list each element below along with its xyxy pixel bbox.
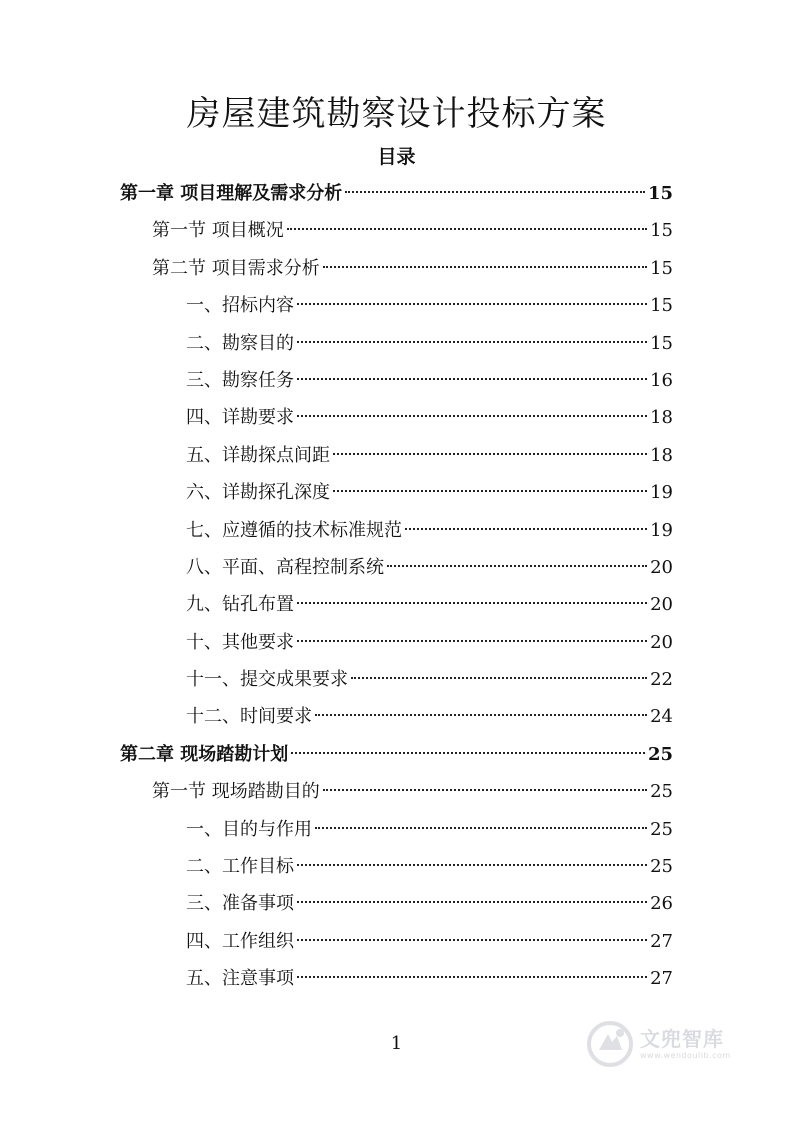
toc-entry-page: 19 xyxy=(650,482,673,504)
watermark xyxy=(586,1016,756,1072)
table-of-contents xyxy=(0,178,793,1001)
toc-entry-label: 二、勘察目的 xyxy=(186,332,294,354)
toc-dot-leader xyxy=(297,415,647,417)
toc-entry-label: 十一、提交成果要求 xyxy=(186,669,348,691)
toc-entry-page: 16 xyxy=(650,369,673,391)
toc-entry-label: 四、工作组织 xyxy=(186,930,294,952)
toc-entry-label: 第二章 现场踏勘计划 xyxy=(120,743,289,765)
toc-entry-label: 第一节 现场踏勘目的 xyxy=(152,781,320,803)
toc-entry[interactable] xyxy=(0,552,793,589)
wendou-logo-icon xyxy=(586,1020,634,1068)
toc-entry-page: 20 xyxy=(650,556,673,578)
toc-dot-leader xyxy=(297,864,647,866)
toc-entry[interactable] xyxy=(0,851,793,888)
toc-heading: 目录 xyxy=(377,146,416,168)
toc-dot-leader xyxy=(333,490,647,492)
toc-entry-page: 15 xyxy=(650,257,673,279)
toc-entry-page: 15 xyxy=(650,295,673,317)
toc-entry-label: 第二节 项目需求分析 xyxy=(152,257,320,279)
toc-entry[interactable] xyxy=(0,477,793,514)
toc-entry-page: 24 xyxy=(650,706,673,728)
toc-entry[interactable] xyxy=(0,627,793,664)
toc-entry[interactable] xyxy=(0,290,793,327)
toc-entry[interactable] xyxy=(0,963,793,1000)
toc-entry-label: 五、注意事项 xyxy=(186,968,294,990)
toc-entry-page: 26 xyxy=(650,893,673,915)
toc-entry-page: 15 xyxy=(647,183,673,204)
toc-entry-page: 25 xyxy=(650,856,673,878)
watermark-name: 文兜智库 xyxy=(640,1027,724,1051)
toc-entry[interactable] xyxy=(0,888,793,925)
toc-dot-leader xyxy=(297,602,647,604)
toc-entry-label: 七、应遵循的技术标准规范 xyxy=(186,519,402,541)
toc-entry[interactable] xyxy=(0,739,793,776)
toc-entry-page: 20 xyxy=(650,631,673,653)
toc-entry[interactable] xyxy=(0,253,793,290)
toc-entry-page: 27 xyxy=(650,930,673,952)
toc-dot-leader xyxy=(315,827,647,829)
toc-entry-label: 十二、时间要求 xyxy=(186,706,312,728)
toc-dot-leader xyxy=(287,228,647,230)
toc-dot-leader xyxy=(345,191,645,193)
toc-entry-page: 25 xyxy=(647,743,673,765)
toc-entry-label: 五、详勘探点间距 xyxy=(186,444,330,466)
toc-dot-leader xyxy=(297,303,647,305)
toc-entry-page: 25 xyxy=(650,818,673,840)
toc-dot-leader xyxy=(297,976,647,978)
toc-dot-leader xyxy=(291,752,645,754)
toc-entry-label: 一、目的与作用 xyxy=(186,818,312,840)
toc-entry[interactable] xyxy=(0,776,793,813)
toc-dot-leader xyxy=(315,714,647,716)
toc-dot-leader xyxy=(333,453,647,455)
toc-dot-leader xyxy=(323,266,647,268)
toc-entry-page: 15 xyxy=(650,332,673,354)
toc-entry[interactable] xyxy=(0,215,793,252)
toc-dot-leader xyxy=(323,789,647,791)
toc-entry-label: 八、平面、高程控制系统 xyxy=(186,556,384,578)
toc-entry-page: 20 xyxy=(650,594,673,616)
toc-entry[interactable] xyxy=(0,328,793,365)
page-number: 1 xyxy=(390,1033,403,1054)
toc-entry-page: 22 xyxy=(650,669,673,691)
toc-entry[interactable] xyxy=(0,814,793,851)
toc-entry-label: 四、详勘要求 xyxy=(186,407,294,429)
toc-dot-leader xyxy=(297,901,647,903)
toc-entry[interactable] xyxy=(0,365,793,402)
toc-entry-label: 三、准备事项 xyxy=(186,893,294,915)
toc-entry-label: 九、钻孔布置 xyxy=(186,594,294,616)
toc-entry[interactable] xyxy=(0,701,793,738)
toc-entry[interactable] xyxy=(0,589,793,626)
toc-entry[interactable] xyxy=(0,402,793,439)
toc-entry-page: 19 xyxy=(650,519,673,541)
toc-entry-page: 15 xyxy=(650,220,673,242)
toc-dot-leader xyxy=(297,939,647,941)
toc-entry-label: 三、勘察任务 xyxy=(186,369,294,391)
toc-entry-page: 25 xyxy=(650,781,673,803)
toc-entry[interactable] xyxy=(0,178,793,215)
toc-entry-label: 一、招标内容 xyxy=(186,295,294,317)
toc-entry-label: 六、详勘探孔深度 xyxy=(186,482,330,504)
toc-entry[interactable] xyxy=(0,926,793,963)
toc-entry-label: 第一节 项目概况 xyxy=(152,220,284,242)
toc-dot-leader xyxy=(351,677,647,679)
toc-entry-label: 二、工作目标 xyxy=(186,856,294,878)
toc-entry[interactable] xyxy=(0,440,793,477)
toc-dot-leader xyxy=(297,640,647,642)
toc-entry-page: 18 xyxy=(650,444,673,466)
toc-dot-leader xyxy=(405,528,647,530)
toc-entry-page: 18 xyxy=(650,407,673,429)
document-title: 房屋建筑勘察设计投标方案 xyxy=(186,94,607,134)
toc-entry-page: 27 xyxy=(650,968,673,990)
toc-entry[interactable] xyxy=(0,664,793,701)
watermark-url: www.wendoulib.com xyxy=(640,1051,731,1060)
toc-entry-label: 十、其他要求 xyxy=(186,631,294,653)
toc-dot-leader xyxy=(297,341,647,343)
toc-dot-leader xyxy=(387,565,647,567)
toc-entry-label: 第一章 项目理解及需求分析 xyxy=(120,183,343,204)
toc-entry[interactable] xyxy=(0,515,793,552)
toc-dot-leader xyxy=(297,378,647,380)
